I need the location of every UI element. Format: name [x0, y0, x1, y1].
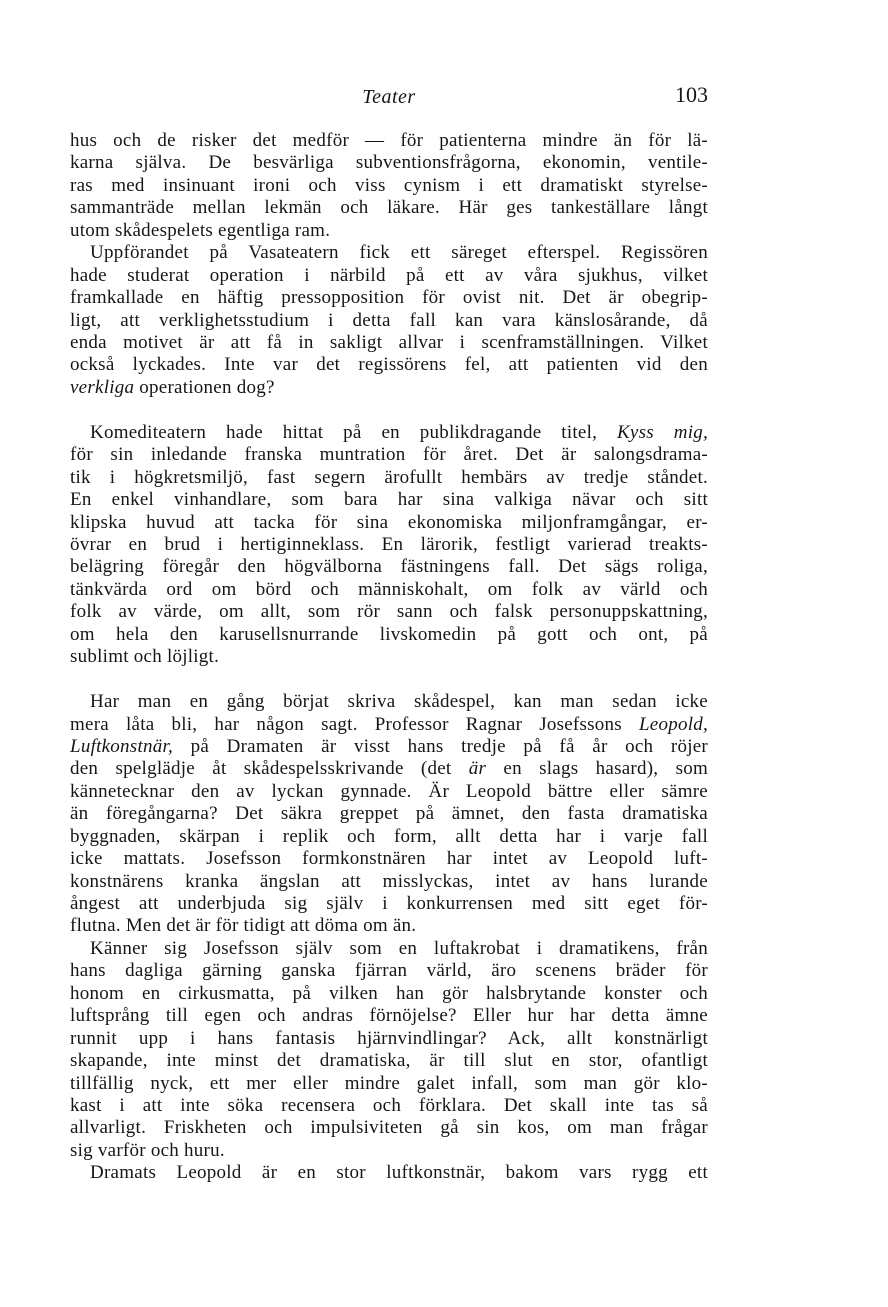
text-line	[70, 646, 708, 668]
text-run: Dramats Leopold är en stor luftkonstnär, bakom vars rygg ett	[90, 1162, 708, 1184]
text-line	[70, 152, 708, 174]
text-run: övrar en brud i hertiginneklass. En lärorik, festligt varierad treakts-	[70, 533, 708, 555]
text-line	[70, 826, 708, 848]
text-line	[70, 915, 708, 937]
text-run: framkallade en häftig pressopposition för ovist nit. Det är obegrip-	[70, 287, 708, 309]
text-run: kast i att inte söka recensera och förklara. Det skall inte tas så	[70, 1094, 708, 1116]
text-run: mera låta bli, har någon sagt. Professor Ragnar Josefssons	[70, 713, 639, 735]
paragraph	[70, 130, 708, 242]
text-run: tillfällig nyck, ett mer eller mindre galet infall, som man gör klo-	[70, 1072, 708, 1094]
text-run: Komediteatern hade hittat på en publikdragande titel,	[90, 421, 617, 443]
text-run: kännetecknar den av lyckan gynnade. Är Leopold bättre eller sämre	[70, 780, 708, 802]
text-line	[70, 579, 708, 601]
text-line	[70, 601, 708, 623]
text-line	[70, 556, 708, 578]
text-line	[70, 736, 708, 758]
text-line	[70, 1162, 708, 1184]
text-line	[70, 467, 708, 489]
page-number: 103	[675, 82, 708, 107]
text-run: karna själva. De besvärliga subventionsfrågorna, ekonomin, ventile-	[70, 152, 708, 174]
text-line	[70, 332, 708, 354]
body-text	[70, 130, 708, 1185]
italic-title: Luftkonstnär,	[70, 735, 174, 757]
text-line	[70, 220, 708, 242]
text-run: Har man en gång börjat skriva skådespel, kan man sedan icke	[90, 691, 708, 713]
text-line	[70, 960, 708, 982]
text-line	[70, 1095, 708, 1117]
text-run: En enkel vinhandlare, som bara har sina valkiga nävar och sitt	[70, 489, 708, 511]
text-run: allvarligt. Friskheten och impulsiviteten gå sin kos, om man frågar	[70, 1117, 708, 1139]
text-run: konstnärens kranka ängslan att misslyckas, intet av hans lurande	[70, 870, 708, 892]
paragraph	[70, 938, 708, 1162]
text-run: ligt, att verklighetsstudium i detta fall kan vara känslosårande, då	[70, 309, 708, 331]
text-line	[70, 1028, 708, 1050]
text-run: tik i högkretsmiljö, fast segern ärofullt hembärs av tredje ståndet.	[70, 466, 708, 488]
text-line	[70, 871, 708, 893]
text-run: sammanträde mellan lekmän och läkare. Här ges tankeställare långt	[70, 197, 708, 219]
text-run: flutna. Men det är för tidigt att döma om än.	[70, 915, 417, 937]
text-run: sublimt och löjligt.	[70, 646, 220, 668]
text-line	[70, 1005, 708, 1027]
text-line	[70, 624, 708, 646]
text-line	[70, 781, 708, 803]
text-line	[70, 938, 708, 960]
text-line	[70, 691, 708, 713]
text-line	[70, 1073, 708, 1095]
text-run: ångest att underbjuda sig själv i konkurrensen med sitt eget för-	[70, 893, 708, 914]
text-line	[70, 354, 708, 376]
text-run: enda motivet är att få in sakligt allvar i scenframställningen. Vilket	[70, 331, 708, 353]
text-run: belägring föregår den högvälborna fästningens fall. Det sägs roliga,	[70, 556, 708, 578]
text-run: än föregångarna? Det säkra greppet på ämnet, den fasta dramatiska	[70, 803, 708, 825]
text-line	[70, 377, 708, 399]
running-header	[70, 82, 708, 112]
text-run: hade studerat operation i närbild på ett av våra sjukhus, vilket	[70, 264, 708, 286]
text-run: en slags hasard), som	[486, 758, 708, 780]
text-line	[70, 422, 708, 444]
text-line	[70, 848, 708, 870]
paragraph	[70, 242, 708, 399]
paragraph	[70, 691, 708, 938]
paragraph	[70, 1162, 708, 1184]
text-run: hus och de risker det medför — för patienterna mindre än för lä-	[70, 130, 708, 151]
text-line	[70, 983, 708, 1005]
text-line	[70, 310, 708, 332]
paragraph	[70, 422, 708, 669]
text-run: luftsprång till egen och andras förnöjelse? Eller hur har detta ämne	[70, 1005, 708, 1027]
text-line	[70, 758, 708, 780]
italic-title: Kyss mig,	[616, 421, 708, 443]
text-line	[70, 803, 708, 825]
text-run: runnit upp i hans fantasis hjärnvindlingar? Ack, allt konstnärligt	[70, 1027, 708, 1049]
text-run: utom skådespelets egentliga ram.	[70, 219, 331, 241]
text-line	[70, 1140, 708, 1162]
text-line	[70, 175, 708, 197]
text-line	[70, 534, 708, 556]
text-line	[70, 287, 708, 309]
italic-title: verkliga	[70, 376, 135, 398]
text-line	[70, 893, 708, 915]
text-run: Känner sig Josefsson själv som en luftakrobat i dramatikens, från	[90, 937, 708, 959]
text-run: honom en cirkusmatta, på vilken han gör halsbrytande konster och	[70, 982, 708, 1004]
text-line	[70, 242, 708, 264]
italic-title: Leopold,	[638, 713, 708, 735]
text-line	[70, 512, 708, 534]
text-run: byggnaden, skärpan i replik och form, allt detta har i varje fall	[70, 825, 708, 847]
text-line	[70, 197, 708, 219]
text-line	[70, 489, 708, 511]
text-run: om hela den karusellsnurrande livskomedin på gott och ont, på	[70, 623, 708, 645]
text-run: klipska huvud att tacka för sina ekonomiska miljonframgångar, er-	[70, 511, 708, 533]
text-run: operationen dog?	[134, 376, 275, 398]
text-line	[70, 265, 708, 287]
text-run: för sin inledande franska muntration för året. Det är salongsdrama-	[70, 444, 708, 466]
text-run: ras med insinuant ironi och viss cynism i ett dramatiskt styrelse-	[70, 174, 708, 196]
text-run: sig varför och huru.	[70, 1139, 225, 1161]
text-run: folk av värde, om allt, som rör sann och falsk personuppskattning,	[70, 601, 708, 623]
text-line	[70, 714, 708, 736]
running-title: Teater	[362, 86, 416, 108]
text-line	[70, 1050, 708, 1072]
italic-title: är	[468, 758, 487, 780]
text-run: på Dramaten är visst hans tredje på få år och röjer	[173, 735, 708, 757]
text-run: tänkvärda ord om börd och människohalt, om folk av värld och	[70, 578, 708, 600]
text-run: också lyckades. Inte var det regissörens fel, att patienten vid den	[70, 354, 708, 376]
text-line	[70, 1117, 708, 1139]
text-run: den spelglädje åt skådespelsskrivande (det	[70, 758, 469, 780]
text-run: Uppförandet på Vasateatern fick ett säreget efterspel. Regissören	[90, 242, 708, 264]
text-run: skapande, inte minst det dramatiska, är till slut en stor, ofantligt	[70, 1050, 708, 1072]
text-run: icke mattats. Josefsson formkonstnären har intet av Leopold luft-	[70, 848, 708, 870]
text-line	[70, 130, 708, 152]
text-run: hans dagliga gärning ganska fjärran värld, äro scenens bräder för	[70, 960, 708, 982]
text-line	[70, 444, 708, 466]
